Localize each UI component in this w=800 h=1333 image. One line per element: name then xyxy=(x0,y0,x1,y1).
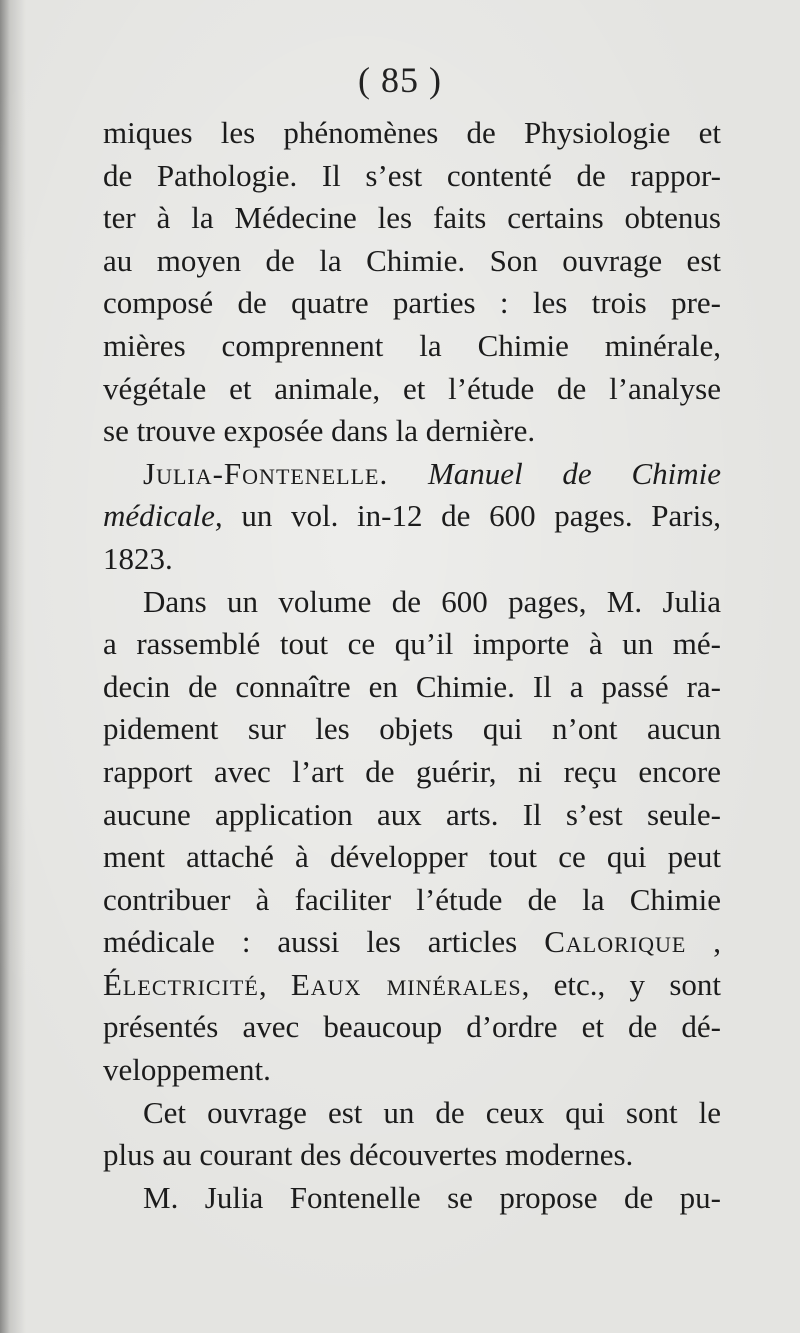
text-line: miques les phénomènes de Physiologie et xyxy=(103,115,721,150)
text-line: composé de quatre parties : les trois pre- xyxy=(103,285,721,321)
term-eaux-minerales: Eaux minérales xyxy=(290,966,522,1002)
term-electricite: Électricité xyxy=(103,966,259,1002)
citation-year: 1823. xyxy=(103,540,173,576)
text-line: M. Julia Fontenelle se propose de pu- xyxy=(143,1179,721,1215)
text-line: a rassemblé tout ce qu’il importe à un mé- xyxy=(103,626,721,662)
text-line: mières comprennent la Chimie minérale, xyxy=(103,327,721,363)
text-line: ter à la Médecine les faits certains obtenus xyxy=(103,200,721,236)
citation-line xyxy=(103,495,721,538)
text-line: Dans un volume de 600 pages, M. Julia xyxy=(143,583,721,619)
text-line: veloppement. xyxy=(103,1052,271,1088)
text-line: decin de connaître en Chimie. Il a passé ra- xyxy=(103,668,721,704)
text-line: se trouve exposée dans la dernière. xyxy=(103,413,536,449)
text-line: contribuer à faciliter l’étude de la Chimie xyxy=(103,881,721,917)
citation-author: Julia-Fontenelle. xyxy=(143,455,389,491)
citation-title-cont: médicale, xyxy=(103,498,223,534)
citation-details: un vol. in-12 de 600 pages. Paris, xyxy=(241,498,722,534)
text-line: végétale et animale, et l’étude de l’analyse xyxy=(103,370,721,406)
text-line xyxy=(103,964,721,1007)
text-line: au moyen de la Chimie. Son ouvrage est xyxy=(103,242,721,278)
text-segment: , xyxy=(258,966,267,1002)
text-segment: médicale : aussi les articles xyxy=(103,924,518,960)
page-number: ( 85 ) xyxy=(358,60,442,100)
text-segment: , etc., y sont xyxy=(521,966,721,1002)
text-line: ment attaché à développer tout ce qui peut xyxy=(103,839,721,875)
text-segment: , xyxy=(713,924,721,960)
text-line xyxy=(103,921,721,964)
text-line: plus au courant des découvertes modernes. xyxy=(103,1137,634,1173)
citation-line xyxy=(103,453,721,496)
text-line: Cet ouvrage est un de ceux qui sont le xyxy=(143,1094,721,1130)
body-text xyxy=(103,112,721,1219)
text-line: aucune application aux arts. Il s’est seule- xyxy=(103,796,721,832)
text-line: présentés avec beaucoup d’ordre et de dé- xyxy=(103,1009,721,1045)
text-line: rapport avec l’art de guérir, ni reçu encore xyxy=(103,753,721,789)
citation-title: Manuel de Chimie xyxy=(427,455,721,491)
text-line: de Pathologie. Il s’est contenté de rappor- xyxy=(103,157,721,193)
term-calorique: Calorique xyxy=(544,924,687,960)
text-line: pidement sur les objets qui n’ont aucun xyxy=(103,711,721,747)
